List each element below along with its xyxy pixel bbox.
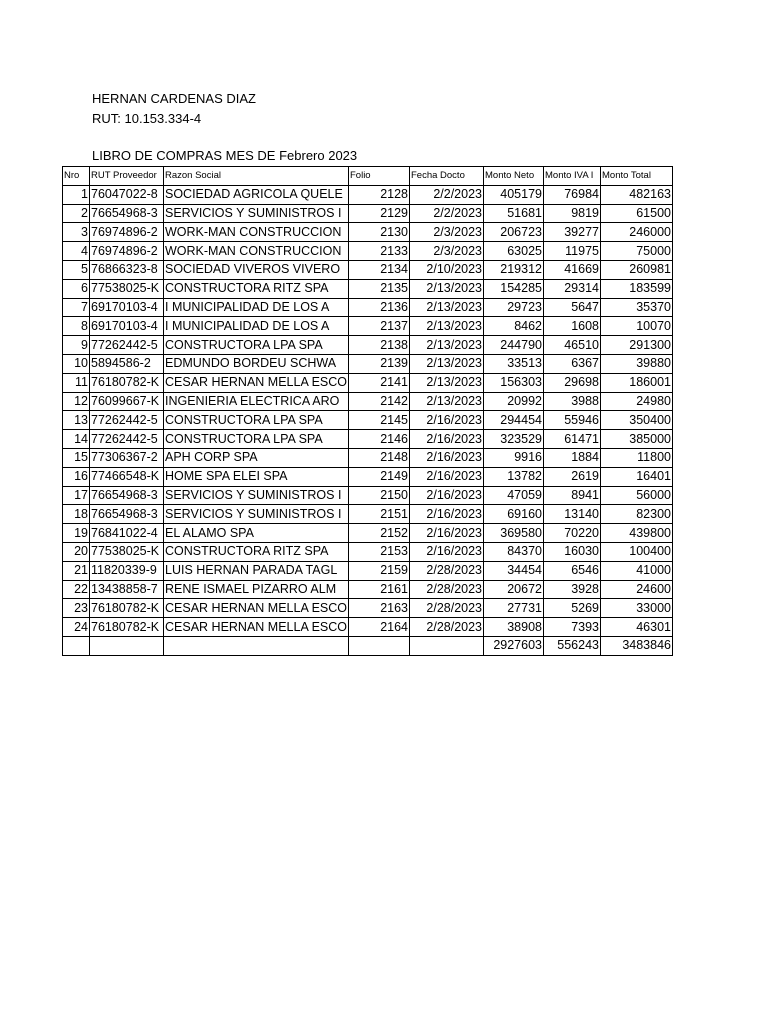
cell-monto-iva: 41669 [544,260,601,279]
report-title: LIBRO DE COMPRAS MES DE Febrero 2023 [92,148,358,163]
cell-monto-neto: 34454 [484,561,544,580]
cell-fecha: 2/16/2023 [410,411,484,430]
table-row [63,185,673,204]
cell-razon-social: CONSTRUCTORA LPA SPA [164,430,349,449]
cell-monto-neto: 8462 [484,317,544,336]
table-row [63,486,673,505]
cell-monto-iva: 39277 [544,223,601,242]
cell-nro: 24 [63,618,90,637]
cell-folio: 2141 [349,373,410,392]
cell-fecha: 2/28/2023 [410,580,484,599]
cell-rut: 76099667-K [90,392,164,411]
cell-fecha: 2/13/2023 [410,279,484,298]
cell-nro: 11 [63,373,90,392]
cell-monto-iva: 70220 [544,524,601,543]
cell-nro: 13 [63,411,90,430]
cell-monto-neto: 13782 [484,467,544,486]
cell-razon-social: EL ALAMO SPA [164,524,349,543]
table-row [63,298,673,317]
cell-monto-iva: 5647 [544,298,601,317]
cell-monto-total: 39880 [601,354,673,373]
cell-folio: 2159 [349,561,410,580]
totals-empty-cell [410,636,484,655]
cell-razon-social: SERVICIOS Y SUMINISTROS I [164,505,349,524]
cell-monto-neto: 369580 [484,524,544,543]
cell-rut: 77262442-5 [90,336,164,355]
cell-folio: 2150 [349,486,410,505]
cell-razon-social: SOCIEDAD VIVEROS VIVERO [164,260,349,279]
table-row [63,279,673,298]
cell-fecha: 2/13/2023 [410,317,484,336]
cell-monto-neto: 27731 [484,599,544,618]
cell-rut: 76180782-K [90,373,164,392]
cell-monto-total: 291300 [601,336,673,355]
table-row [63,599,673,618]
cell-monto-total: 16401 [601,467,673,486]
cell-folio: 2138 [349,336,410,355]
cell-razon-social: INGENIERIA ELECTRICA ARO [164,392,349,411]
cell-nro: 22 [63,580,90,599]
table-row [63,430,673,449]
table-row [63,392,673,411]
owner-name: HERNAN CARDENAS DIAZ [92,91,256,106]
table-row [63,580,673,599]
cell-folio: 2152 [349,524,410,543]
cell-monto-total: 56000 [601,486,673,505]
cell-monto-total: 439800 [601,524,673,543]
cell-razon-social: EDMUNDO BORDEU SCHWA [164,354,349,373]
cell-razon-social: LUIS HERNAN PARADA TAGL [164,561,349,580]
totals-empty-cell [90,636,164,655]
cell-rut: 76974896-2 [90,223,164,242]
cell-rut: 69170103-4 [90,298,164,317]
cell-monto-iva: 11975 [544,242,601,261]
cell-monto-neto: 69160 [484,505,544,524]
cell-nro: 16 [63,467,90,486]
cell-rut: 76866323-8 [90,260,164,279]
cell-monto-neto: 244790 [484,336,544,355]
cell-nro: 9 [63,336,90,355]
cell-razon-social: SERVICIOS Y SUMINISTROS I [164,486,349,505]
cell-rut: 77262442-5 [90,430,164,449]
cell-nro: 10 [63,354,90,373]
cell-monto-iva: 76984 [544,185,601,204]
cell-monto-neto: 405179 [484,185,544,204]
cell-fecha: 2/28/2023 [410,561,484,580]
cell-rut: 77262442-5 [90,411,164,430]
cell-folio: 2164 [349,618,410,637]
cell-monto-neto: 9916 [484,448,544,467]
cell-razon-social: CONSTRUCTORA RITZ SPA [164,542,349,561]
cell-monto-neto: 294454 [484,411,544,430]
cell-folio: 2133 [349,242,410,261]
cell-fecha: 2/16/2023 [410,505,484,524]
cell-razon-social: WORK-MAN CONSTRUCCION [164,242,349,261]
cell-rut: 76841022-4 [90,524,164,543]
table-row [63,561,673,580]
cell-monto-neto: 84370 [484,542,544,561]
cell-monto-neto: 154285 [484,279,544,298]
cell-folio: 2128 [349,185,410,204]
cell-monto-total: 385000 [601,430,673,449]
cell-fecha: 2/2/2023 [410,185,484,204]
cell-rut: 76654968-3 [90,486,164,505]
cell-razon-social: CONSTRUCTORA LPA SPA [164,411,349,430]
cell-folio: 2136 [349,298,410,317]
purchases-table [62,166,673,656]
cell-monto-iva: 5269 [544,599,601,618]
cell-fecha: 2/13/2023 [410,373,484,392]
cell-razon-social: WORK-MAN CONSTRUCCION [164,223,349,242]
cell-nro: 14 [63,430,90,449]
cell-monto-iva: 3928 [544,580,601,599]
cell-fecha: 2/16/2023 [410,486,484,505]
cell-monto-total: 11800 [601,448,673,467]
cell-razon-social: CESAR HERNAN MELLA ESCO [164,599,349,618]
cell-monto-total: 41000 [601,561,673,580]
table-row [63,317,673,336]
cell-rut: 77466548-K [90,467,164,486]
cell-rut: 76047022-8 [90,185,164,204]
total-monto-neto: 2927603 [484,636,544,655]
cell-monto-iva: 7393 [544,618,601,637]
cell-monto-total: 246000 [601,223,673,242]
table-body [63,185,673,636]
cell-folio: 2137 [349,317,410,336]
cell-monto-neto: 156303 [484,373,544,392]
cell-monto-iva: 8941 [544,486,601,505]
cell-fecha: 2/3/2023 [410,223,484,242]
cell-rut: 77538025-K [90,279,164,298]
cell-monto-total: 46301 [601,618,673,637]
cell-monto-total: 100400 [601,542,673,561]
totals-row [63,636,673,655]
cell-folio: 2142 [349,392,410,411]
cell-nro: 19 [63,524,90,543]
table-row [63,204,673,223]
cell-nro: 23 [63,599,90,618]
col-header-monto-iva: Monto IVA I [544,167,601,186]
cell-razon-social: CONSTRUCTORA RITZ SPA [164,279,349,298]
cell-fecha: 2/28/2023 [410,599,484,618]
col-header-monto-neto: Monto Neto [484,167,544,186]
cell-nro: 12 [63,392,90,411]
cell-nro: 6 [63,279,90,298]
totals-empty-cell [63,636,90,655]
col-header-razon-social: Razon Social [164,167,349,186]
cell-fecha: 2/2/2023 [410,204,484,223]
cell-nro: 5 [63,260,90,279]
table-row [63,373,673,392]
cell-folio: 2139 [349,354,410,373]
cell-monto-neto: 47059 [484,486,544,505]
cell-monto-total: 24980 [601,392,673,411]
cell-monto-total: 33000 [601,599,673,618]
cell-monto-iva: 13140 [544,505,601,524]
col-header-nro: Nro [63,167,90,186]
cell-monto-total: 10070 [601,317,673,336]
totals-empty-cell [349,636,410,655]
cell-rut: 13438858-7 [90,580,164,599]
cell-rut: 76654968-3 [90,204,164,223]
cell-razon-social: HOME SPA ELEI SPA [164,467,349,486]
cell-monto-total: 186001 [601,373,673,392]
cell-monto-iva: 3988 [544,392,601,411]
cell-monto-neto: 206723 [484,223,544,242]
cell-monto-iva: 46510 [544,336,601,355]
cell-rut: 11820339-9 [90,561,164,580]
cell-nro: 3 [63,223,90,242]
cell-razon-social: I MUNICIPALIDAD DE LOS A [164,317,349,336]
cell-folio: 2130 [349,223,410,242]
cell-folio: 2163 [349,599,410,618]
cell-monto-neto: 20672 [484,580,544,599]
cell-monto-iva: 2619 [544,467,601,486]
cell-monto-total: 35370 [601,298,673,317]
cell-rut: 76654968-3 [90,505,164,524]
cell-folio: 2149 [349,467,410,486]
table-row [63,260,673,279]
totals-empty-cell [164,636,349,655]
cell-fecha: 2/16/2023 [410,430,484,449]
cell-fecha: 2/13/2023 [410,298,484,317]
cell-fecha: 2/28/2023 [410,618,484,637]
cell-razon-social: SOCIEDAD AGRICOLA QUELE [164,185,349,204]
table-row [63,618,673,637]
table-row [63,411,673,430]
cell-fecha: 2/16/2023 [410,467,484,486]
cell-monto-iva: 1608 [544,317,601,336]
cell-monto-neto: 38908 [484,618,544,637]
header-row [63,167,673,186]
cell-monto-neto: 20992 [484,392,544,411]
cell-nro: 15 [63,448,90,467]
total-monto-total: 3483846 [601,636,673,655]
table-row [63,467,673,486]
cell-monto-total: 350400 [601,411,673,430]
cell-razon-social: APH CORP SPA [164,448,349,467]
cell-monto-total: 82300 [601,505,673,524]
cell-folio: 2135 [349,279,410,298]
table-row [63,223,673,242]
cell-folio: 2153 [349,542,410,561]
cell-rut: 76180782-K [90,618,164,637]
cell-monto-iva: 1884 [544,448,601,467]
cell-monto-neto: 51681 [484,204,544,223]
col-header-rut: RUT Proveedor [90,167,164,186]
cell-monto-total: 260981 [601,260,673,279]
cell-razon-social: CONSTRUCTORA LPA SPA [164,336,349,355]
cell-monto-total: 24600 [601,580,673,599]
cell-monto-iva: 29698 [544,373,601,392]
cell-monto-iva: 61471 [544,430,601,449]
cell-razon-social: I MUNICIPALIDAD DE LOS A [164,298,349,317]
cell-nro: 21 [63,561,90,580]
cell-monto-iva: 9819 [544,204,601,223]
cell-folio: 2129 [349,204,410,223]
col-header-fecha: Fecha Docto [410,167,484,186]
cell-nro: 7 [63,298,90,317]
cell-monto-neto: 29723 [484,298,544,317]
cell-monto-iva: 29314 [544,279,601,298]
cell-folio: 2148 [349,448,410,467]
cell-folio: 2134 [349,260,410,279]
cell-monto-total: 183599 [601,279,673,298]
col-header-monto-total: Monto Total [601,167,673,186]
cell-nro: 20 [63,542,90,561]
cell-monto-neto: 219312 [484,260,544,279]
cell-nro: 18 [63,505,90,524]
table-row [63,242,673,261]
cell-rut: 76180782-K [90,599,164,618]
cell-folio: 2145 [349,411,410,430]
cell-folio: 2146 [349,430,410,449]
cell-rut: 77538025-K [90,542,164,561]
total-monto-iva: 556243 [544,636,601,655]
cell-fecha: 2/16/2023 [410,448,484,467]
cell-fecha: 2/16/2023 [410,542,484,561]
cell-monto-neto: 33513 [484,354,544,373]
cell-nro: 4 [63,242,90,261]
cell-monto-iva: 6546 [544,561,601,580]
cell-razon-social: SERVICIOS Y SUMINISTROS I [164,204,349,223]
cell-rut: 77306367-2 [90,448,164,467]
cell-monto-iva: 55946 [544,411,601,430]
table-row [63,448,673,467]
cell-monto-iva: 16030 [544,542,601,561]
table-row [63,505,673,524]
cell-rut: 5894586-2 [90,354,164,373]
cell-rut: 76974896-2 [90,242,164,261]
cell-folio: 2161 [349,580,410,599]
cell-monto-neto: 323529 [484,430,544,449]
cell-razon-social: CESAR HERNAN MELLA ESCO [164,373,349,392]
cell-monto-total: 61500 [601,204,673,223]
cell-fecha: 2/10/2023 [410,260,484,279]
cell-nro: 1 [63,185,90,204]
table-row [63,542,673,561]
cell-monto-iva: 6367 [544,354,601,373]
table-row [63,336,673,355]
cell-monto-neto: 63025 [484,242,544,261]
cell-nro: 2 [63,204,90,223]
cell-fecha: 2/13/2023 [410,392,484,411]
owner-rut: RUT: 10.153.334-4 [92,111,202,126]
cell-fecha: 2/3/2023 [410,242,484,261]
cell-nro: 17 [63,486,90,505]
cell-monto-total: 75000 [601,242,673,261]
cell-fecha: 2/16/2023 [410,524,484,543]
table-row [63,354,673,373]
cell-monto-total: 482163 [601,185,673,204]
cell-razon-social: CESAR HERNAN MELLA ESCO [164,618,349,637]
cell-nro: 8 [63,317,90,336]
cell-fecha: 2/13/2023 [410,354,484,373]
cell-razon-social: RENE ISMAEL PIZARRO ALM [164,580,349,599]
table-row [63,524,673,543]
cell-rut: 69170103-4 [90,317,164,336]
cell-fecha: 2/13/2023 [410,336,484,355]
cell-folio: 2151 [349,505,410,524]
col-header-folio: Folio [349,167,410,186]
